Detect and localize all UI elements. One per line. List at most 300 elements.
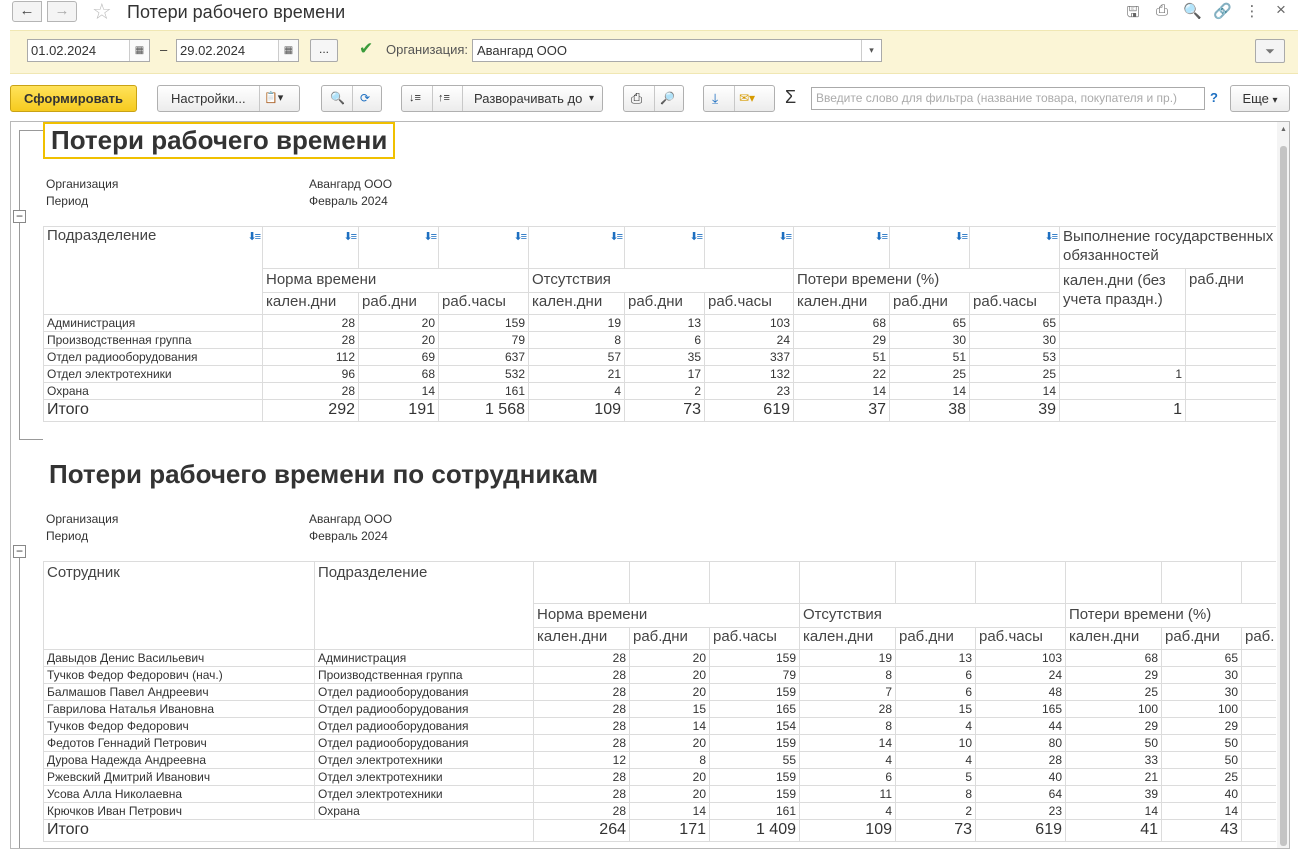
sort-asc-icon[interactable]: ↑≡ <box>438 92 450 104</box>
col-group-state-duties: Выполнение государственных обязанностей <box>1060 227 1277 269</box>
expand-button-group <box>401 85 603 112</box>
row-value: 23 <box>976 803 1066 820</box>
row-value: 40 <box>1162 786 1242 803</box>
table-row[interactable] <box>44 650 1277 667</box>
row-value: 50 <box>1162 752 1242 769</box>
row-dept: Администрация <box>315 650 534 667</box>
row-value: 10 <box>896 735 976 752</box>
row-value: 12 <box>534 752 630 769</box>
row-value: 35 <box>625 349 705 366</box>
collapse-group-icon[interactable]: − <box>13 210 26 223</box>
total-value: 37 <box>794 400 890 422</box>
row-value: 14 <box>1066 803 1162 820</box>
total-value: 619 <box>705 400 794 422</box>
col-header-dept[interactable]: Подразделение <box>315 562 534 650</box>
print-preview-icon[interactable]: 🔎 <box>660 91 675 105</box>
row-value: 25 <box>970 366 1060 383</box>
row-value: 29 <box>1066 718 1162 735</box>
row-value <box>1060 383 1186 400</box>
favorite-star-icon[interactable]: ☆ <box>92 0 112 24</box>
row-name: Производственная группа <box>44 332 263 349</box>
table-row[interactable] <box>44 315 1277 332</box>
row-value: 20 <box>359 315 439 332</box>
total-value: 619 <box>976 820 1066 842</box>
report-document[interactable] <box>10 121 1290 849</box>
employee-table <box>43 561 1276 842</box>
total-value <box>1186 400 1277 422</box>
date-from-field[interactable] <box>27 39 150 62</box>
date-from-value: 01.02.2024 <box>31 43 97 58</box>
more-menu-icon[interactable]: ⋮ <box>1244 3 1260 20</box>
row-value: 28 <box>534 718 630 735</box>
row-value: 4 <box>896 718 976 735</box>
col-subheader: раб.дни <box>630 628 710 650</box>
row-value <box>1242 803 1277 820</box>
total-value: 1 568 <box>439 400 529 422</box>
row-value: 24 <box>705 332 794 349</box>
row-name: Усова Алла Николаевна <box>44 786 315 803</box>
row-value <box>1186 383 1277 400</box>
row-value: 29 <box>1066 667 1162 684</box>
total-label: Итого <box>44 820 534 842</box>
table-row[interactable] <box>44 769 1277 786</box>
row-value <box>1186 349 1277 366</box>
row-value <box>1060 315 1186 332</box>
col-subheader: раб.дни <box>890 293 970 315</box>
row-value: 8 <box>800 718 896 735</box>
mail-icon[interactable]: ✉▾ <box>739 91 756 105</box>
row-value: 25 <box>1066 684 1162 701</box>
row-value: 159 <box>710 769 800 786</box>
table-row[interactable] <box>44 718 1277 735</box>
row-value: 337 <box>705 349 794 366</box>
row-value: 28 <box>800 701 896 718</box>
row-value: 79 <box>439 332 529 349</box>
col-group-norm: Норма времени <box>534 604 800 628</box>
row-value: 80 <box>976 735 1066 752</box>
row-value: 14 <box>1162 803 1242 820</box>
sort-desc-icon[interactable]: ↓≡ <box>409 92 421 104</box>
row-value <box>1242 718 1277 735</box>
row-value <box>1242 752 1277 769</box>
row-value: 50 <box>1066 735 1162 752</box>
find-next-icon[interactable]: ⟳ <box>360 91 371 105</box>
row-value: 165 <box>976 701 1066 718</box>
total-label: Итого <box>44 400 263 422</box>
settings-button[interactable]: Настройки... <box>171 91 246 106</box>
chevron-down-icon: ▾ <box>1272 95 1278 106</box>
row-value: 103 <box>976 650 1066 667</box>
row-value: 14 <box>794 383 890 400</box>
report-title: Потери рабочего времени <box>43 122 395 159</box>
row-value: 51 <box>794 349 890 366</box>
row-value: 8 <box>630 752 710 769</box>
sort-icon[interactable]: ⬇≡ <box>954 231 966 243</box>
col-subheader: кален.дни <box>800 628 896 650</box>
row-value: 8 <box>800 667 896 684</box>
sort-icon[interactable]: ⬇≡ <box>778 231 790 243</box>
export-button-group <box>703 85 775 112</box>
row-value: 14 <box>359 383 439 400</box>
row-value: 28 <box>534 803 630 820</box>
row-value: 65 <box>1162 650 1242 667</box>
row-value: 96 <box>263 366 359 383</box>
link-icon[interactable]: 🔗 <box>1213 3 1232 20</box>
table-row[interactable] <box>44 752 1277 769</box>
filter-funnel-button[interactable]: ⏷ <box>1255 39 1285 63</box>
row-value: 28 <box>263 383 359 400</box>
row-name: Балмашов Павел Андреевич <box>44 684 315 701</box>
meta-period-label: Период <box>46 194 89 208</box>
row-value: 11 <box>800 786 896 803</box>
close-icon[interactable]: × <box>1276 0 1286 19</box>
col-group-absence: Отсутствия <box>529 269 794 293</box>
row-value: 5 <box>896 769 976 786</box>
col-subheader: кален.дни <box>263 293 359 315</box>
date-range-dash: – <box>160 42 168 57</box>
row-value: 159 <box>710 684 800 701</box>
row-value: 69 <box>359 349 439 366</box>
row-dept: Отдел радиооборудования <box>315 718 534 735</box>
row-dept: Отдел радиооборудования <box>315 735 534 752</box>
calendar-icon[interactable]: ▦ <box>278 40 298 61</box>
col-group-norm: Норма времени <box>263 269 529 293</box>
date-to-field[interactable] <box>176 39 299 62</box>
col-header-employee[interactable]: Сотрудник <box>44 562 315 650</box>
row-value: 1 <box>1060 366 1186 383</box>
row-name: Тучков Федор Федорович (нач.) <box>44 667 315 684</box>
row-value: 30 <box>1162 684 1242 701</box>
row-value: 112 <box>263 349 359 366</box>
row-value: 20 <box>630 735 710 752</box>
meta-org-value: Авангард ООО <box>309 512 393 526</box>
row-value: 65 <box>970 315 1060 332</box>
meta-period-value: Февраль 2024 <box>309 194 388 208</box>
table-row[interactable] <box>44 349 1277 366</box>
total-row <box>44 820 1277 842</box>
row-value: 13 <box>625 315 705 332</box>
grouping-gutter <box>11 122 43 849</box>
row-value: 532 <box>439 366 529 383</box>
report-title-employees: Потери рабочего времени по сотрудникам <box>49 459 599 489</box>
arrow-left-icon: ← <box>19 2 35 19</box>
col-subheader: раб.дни <box>896 628 976 650</box>
total-value: 191 <box>359 400 439 422</box>
total-value: 109 <box>800 820 896 842</box>
row-value: 15 <box>630 701 710 718</box>
row-value: 14 <box>800 735 896 752</box>
sum-icon[interactable]: Σ <box>785 87 797 107</box>
row-dept: Производственная группа <box>315 667 534 684</box>
row-value: 79 <box>710 667 800 684</box>
row-dept: Отдел электротехники <box>315 786 534 803</box>
expand-to-button[interactable]: Разворачивать до <box>474 91 583 106</box>
row-name: Дурова Надежда Андреевна <box>44 752 315 769</box>
total-value: 109 <box>529 400 625 422</box>
sort-icon[interactable]: ⬇≡ <box>247 231 259 243</box>
chevron-down-icon[interactable]: ▾ <box>861 40 881 61</box>
row-value: 20 <box>630 667 710 684</box>
total-value: 38 <box>890 400 970 422</box>
row-value: 65 <box>890 315 970 332</box>
row-value: 30 <box>890 332 970 349</box>
table-row[interactable] <box>44 383 1277 400</box>
row-value: 100 <box>1066 701 1162 718</box>
row-value <box>1242 667 1277 684</box>
total-value: 171 <box>630 820 710 842</box>
row-value: 2 <box>896 803 976 820</box>
row-name: Федотов Геннадий Петрович <box>44 735 315 752</box>
col-subheader: раб.часы <box>705 293 794 315</box>
scrollbar-thumb[interactable] <box>1280 146 1287 846</box>
row-value: 25 <box>1162 769 1242 786</box>
back-button[interactable] <box>12 1 42 22</box>
row-value: 20 <box>630 786 710 803</box>
row-value: 159 <box>710 650 800 667</box>
find-button-group <box>321 85 382 112</box>
row-value: 15 <box>896 701 976 718</box>
sort-icon[interactable]: ⬇≡ <box>343 231 355 243</box>
row-value: 154 <box>710 718 800 735</box>
col-group-losses: Потери времени (%) <box>794 269 1060 293</box>
row-value <box>1186 332 1277 349</box>
col-sub-work: раб.дни <box>1186 269 1277 315</box>
col-sub-cal-nohol: кален.дни (без учета праздн.) <box>1060 269 1186 315</box>
row-value: 14 <box>890 383 970 400</box>
forward-button[interactable] <box>47 1 77 22</box>
row-value: 8 <box>896 786 976 803</box>
row-value: 53 <box>970 349 1060 366</box>
window-title: Потери рабочего времени <box>127 2 346 22</box>
sort-icon[interactable]: ⬇≡ <box>423 231 435 243</box>
col-subheader: кален.дни <box>529 293 625 315</box>
col-header-dept[interactable]: Подразделение ⬇≡ <box>44 227 263 315</box>
scroll-up-icon[interactable]: ▲ <box>1280 126 1287 133</box>
row-dept: Отдел радиооборудования <box>315 701 534 718</box>
row-value: 17 <box>625 366 705 383</box>
row-value: 20 <box>630 769 710 786</box>
row-value: 21 <box>529 366 625 383</box>
row-value: 28 <box>263 315 359 332</box>
find-icon[interactable]: 🔍 <box>330 91 345 105</box>
row-value: 29 <box>1162 718 1242 735</box>
row-dept: Отдел электротехники <box>315 769 534 786</box>
row-value <box>1242 701 1277 718</box>
row-dept: Отдел радиооборудования <box>315 684 534 701</box>
row-value: 4 <box>529 383 625 400</box>
print-icon[interactable]: ⎙ <box>1155 2 1168 19</box>
row-value: 33 <box>1066 752 1162 769</box>
row-value: 55 <box>710 752 800 769</box>
meta-period-label: Период <box>46 529 89 543</box>
total-value: 292 <box>263 400 359 422</box>
sort-icon[interactable]: ⬇≡ <box>513 231 525 243</box>
collapse-group-icon[interactable]: − <box>13 545 26 558</box>
table-row[interactable] <box>44 735 1277 752</box>
table-row[interactable] <box>44 684 1277 701</box>
col-group-absence: Отсутствия <box>800 604 1066 628</box>
row-value: 20 <box>630 684 710 701</box>
table-row[interactable] <box>44 701 1277 718</box>
row-value: 30 <box>1162 667 1242 684</box>
row-value: 25 <box>890 366 970 383</box>
row-value: 30 <box>970 332 1060 349</box>
row-name: Ржевский Дмитрий Иванович <box>44 769 315 786</box>
row-value: 637 <box>439 349 529 366</box>
row-name: Отдел радиооборудования <box>44 349 263 366</box>
row-value: 40 <box>976 769 1066 786</box>
row-value: 13 <box>896 650 976 667</box>
total-value: 264 <box>534 820 630 842</box>
row-value: 28 <box>534 650 630 667</box>
row-value: 68 <box>794 315 890 332</box>
organization-select[interactable] <box>472 39 882 62</box>
row-name: Гаврилова Наталья Ивановна <box>44 701 315 718</box>
total-value: 1 409 <box>710 820 800 842</box>
row-value <box>1242 684 1277 701</box>
table-row[interactable] <box>44 332 1277 349</box>
row-value: 8 <box>529 332 625 349</box>
total-row <box>44 400 1277 422</box>
row-value <box>1242 769 1277 786</box>
row-value <box>1060 349 1186 366</box>
row-value: 6 <box>896 684 976 701</box>
more-label: Еще <box>1242 91 1269 106</box>
row-value: 57 <box>529 349 625 366</box>
calendar-icon[interactable]: ▦ <box>129 40 149 61</box>
row-value: 21 <box>1066 769 1162 786</box>
row-value: 159 <box>710 735 800 752</box>
organization-label: Организация: <box>386 42 469 57</box>
row-value: 39 <box>1066 786 1162 803</box>
row-value: 161 <box>710 803 800 820</box>
col-subheader: кален.дни <box>794 293 890 315</box>
row-value <box>1060 332 1186 349</box>
row-value: 24 <box>976 667 1066 684</box>
row-value: 20 <box>359 332 439 349</box>
col-subheader: раб.часы <box>710 628 800 650</box>
col-group-losses: Потери времени (%) <box>1066 604 1277 628</box>
total-value: 1 <box>1060 400 1186 422</box>
row-value: 28 <box>534 667 630 684</box>
save-icon[interactable]: 🖫 <box>1126 4 1140 21</box>
vertical-scrollbar[interactable] <box>1277 122 1290 849</box>
total-value: 73 <box>896 820 976 842</box>
settings-button-group <box>157 85 300 112</box>
total-value: 73 <box>625 400 705 422</box>
row-name: Отдел электротехники <box>44 366 263 383</box>
row-value: 103 <box>705 315 794 332</box>
total-value: 39 <box>970 400 1060 422</box>
print-icon[interactable]: ⎙ <box>631 90 643 106</box>
row-value: 161 <box>439 383 529 400</box>
row-value <box>1242 650 1277 667</box>
row-value: 23 <box>705 383 794 400</box>
organization-checkbox[interactable]: ✔ <box>359 39 374 58</box>
row-value: 14 <box>970 383 1060 400</box>
row-value: 28 <box>534 735 630 752</box>
row-value: 4 <box>800 803 896 820</box>
row-name: Давыдов Денис Васильевич <box>44 650 315 667</box>
table-row[interactable] <box>44 803 1277 820</box>
row-value: 28 <box>534 701 630 718</box>
meta-org-value: Авангард ООО <box>309 177 393 191</box>
row-value: 165 <box>710 701 800 718</box>
chevron-down-icon: ▾ <box>589 93 595 104</box>
meta-period-value: Февраль 2024 <box>309 529 388 543</box>
table-row[interactable] <box>44 366 1277 383</box>
col-subheader: раб.часы <box>976 628 1066 650</box>
row-name: Тучков Федор Федорович <box>44 718 315 735</box>
row-value: 6 <box>896 667 976 684</box>
sort-icon[interactable]: ⬇≡ <box>689 231 701 243</box>
table-row[interactable] <box>44 667 1277 684</box>
row-value: 159 <box>439 315 529 332</box>
total-value <box>1242 820 1277 842</box>
sort-icon[interactable]: ⬇≡ <box>1044 231 1056 243</box>
col-subheader: кален.дни <box>1066 628 1162 650</box>
generate-button[interactable]: Сформировать <box>10 85 137 112</box>
search-filter-input[interactable]: Введите слово для фильтра (название товара, покупателя и пр.) <box>811 87 1205 110</box>
row-name: Администрация <box>44 315 263 332</box>
help-icon[interactable]: ? <box>1210 90 1218 105</box>
col-subheader: раб.дни <box>359 293 439 315</box>
sort-icon[interactable]: ⬇≡ <box>874 231 886 243</box>
col-subheader: кален.дни <box>534 628 630 650</box>
row-value <box>1242 786 1277 803</box>
row-value: 159 <box>710 786 800 803</box>
col-subheader: раб. <box>1242 628 1277 650</box>
row-value: 6 <box>625 332 705 349</box>
more-button[interactable] <box>1230 85 1290 112</box>
row-value: 2 <box>625 383 705 400</box>
row-name: Охрана <box>44 383 263 400</box>
row-value <box>1186 366 1277 383</box>
row-dept: Отдел электротехники <box>315 752 534 769</box>
row-value <box>1186 315 1277 332</box>
row-value: 6 <box>800 769 896 786</box>
download-icon[interactable]: ⤓ <box>712 90 719 106</box>
row-value: 51 <box>890 349 970 366</box>
arrow-right-icon: → <box>54 2 70 19</box>
title-bar <box>0 0 1310 28</box>
row-value: 4 <box>800 752 896 769</box>
meta-org-label: Организация <box>46 177 119 191</box>
row-value: 20 <box>630 650 710 667</box>
row-value: 14 <box>630 803 710 820</box>
row-value: 28 <box>263 332 359 349</box>
row-value: 132 <box>705 366 794 383</box>
preview-icon[interactable]: 🔍 <box>1183 3 1202 20</box>
summary-table <box>43 226 1276 422</box>
table-row[interactable] <box>44 786 1277 803</box>
row-value: 68 <box>1066 650 1162 667</box>
row-value: 28 <box>534 769 630 786</box>
col-subheader: раб.дни <box>625 293 705 315</box>
row-value: 7 <box>800 684 896 701</box>
row-value: 50 <box>1162 735 1242 752</box>
report-variants-icon[interactable]: 📋▾ <box>264 92 284 104</box>
sort-icon[interactable]: ⬇≡ <box>609 231 621 243</box>
report-content <box>43 122 1276 849</box>
col-subheader: раб.дни <box>1162 628 1242 650</box>
row-value: 64 <box>976 786 1066 803</box>
row-value: 22 <box>794 366 890 383</box>
date-to-value: 29.02.2024 <box>180 43 246 58</box>
row-value: 28 <box>976 752 1066 769</box>
period-select-button[interactable]: ... <box>310 39 338 62</box>
row-value: 19 <box>529 315 625 332</box>
